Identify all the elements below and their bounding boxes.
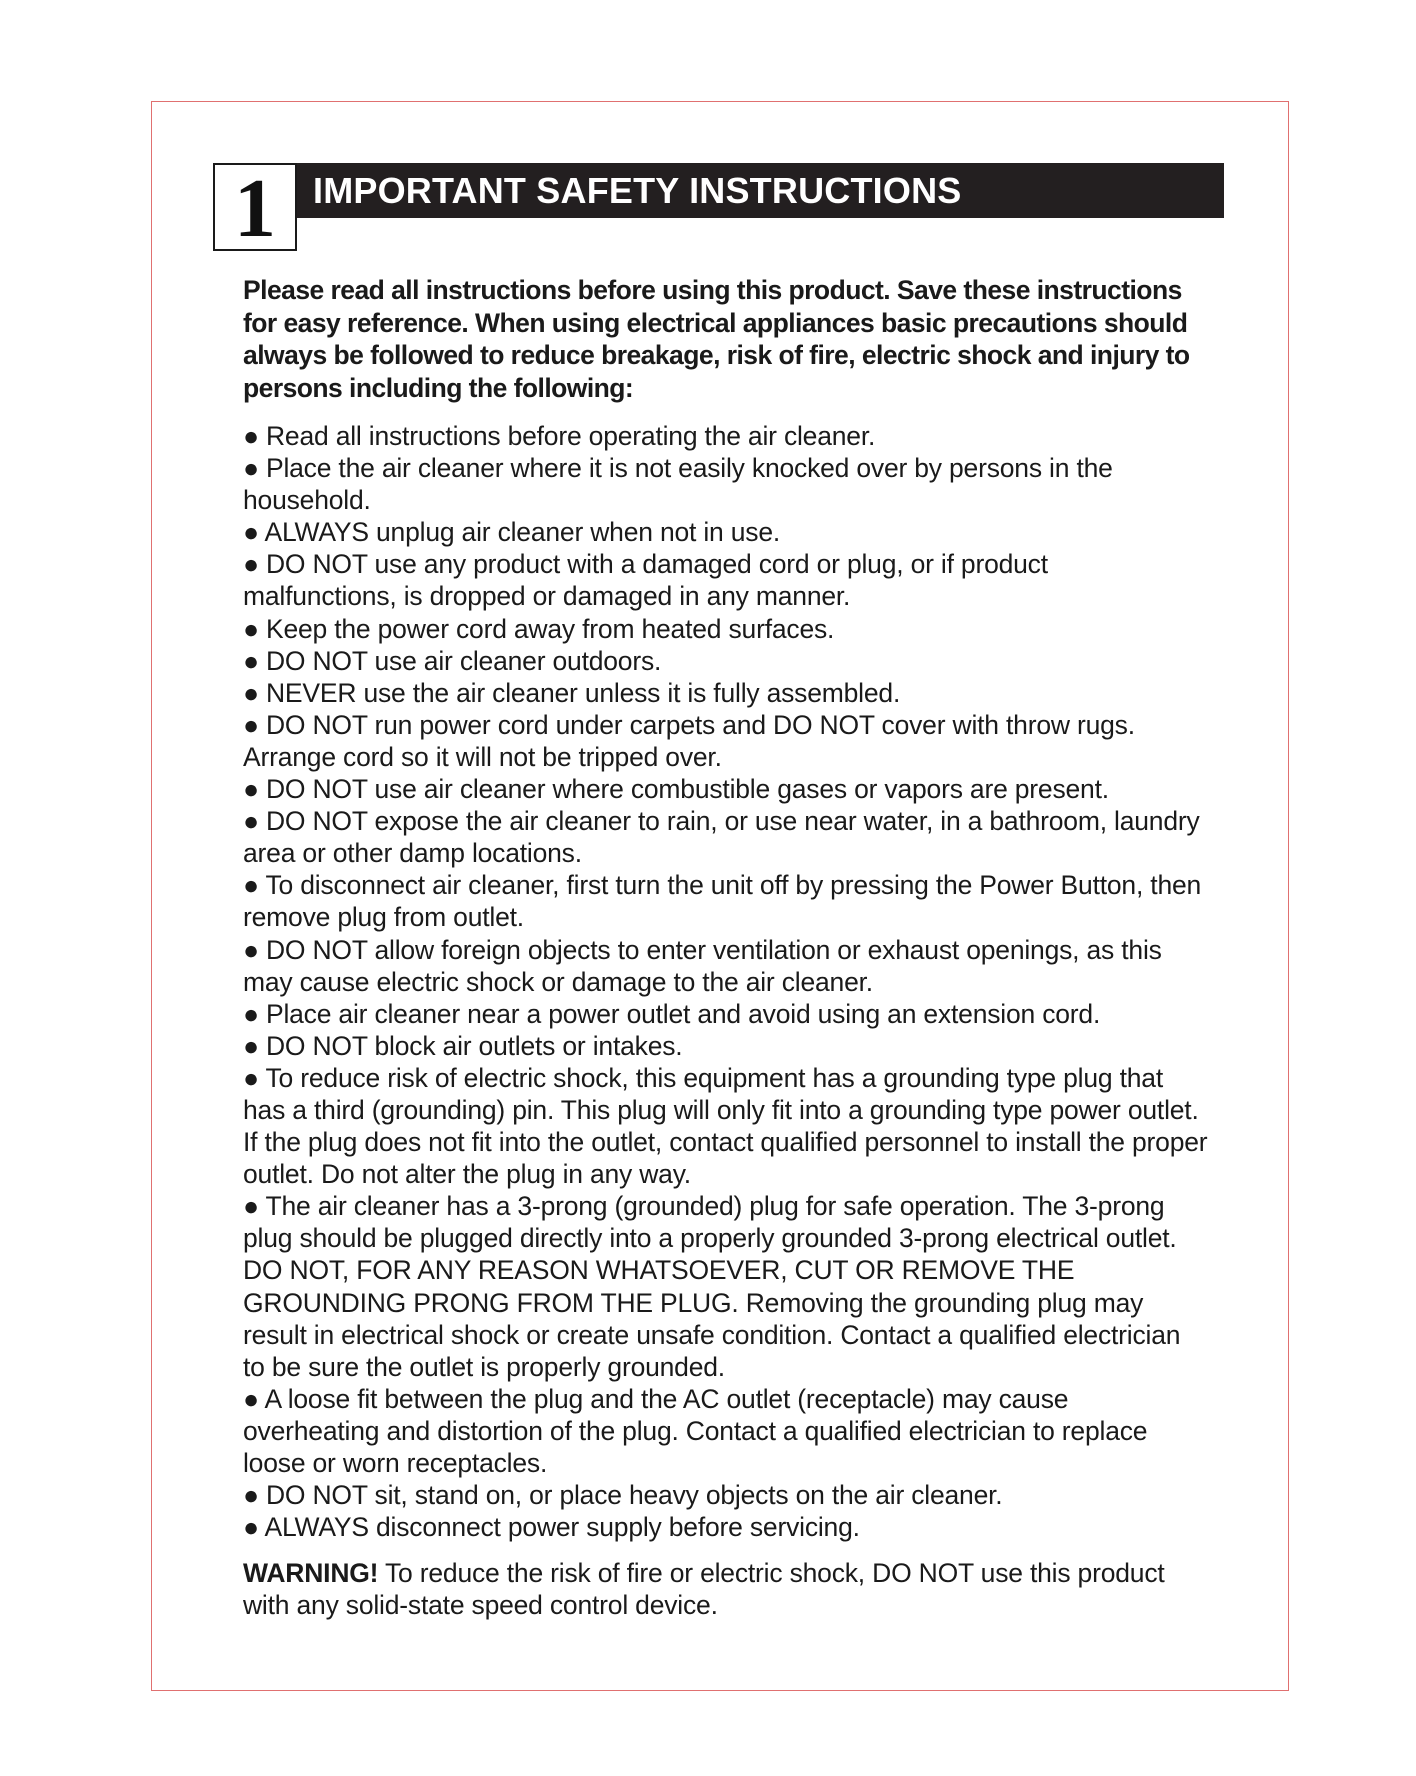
instruction-text: Place air cleaner near a power outlet and avoid using an extension cord. [265, 998, 1101, 1029]
instructions-body [243, 274, 1208, 1621]
instruction-text: DO NOT use air cleaner where combustible gases or vapors are present. [265, 774, 1109, 805]
instruction-item [243, 516, 1208, 548]
bullet-icon: ● [243, 677, 259, 708]
bullet-icon: ● [243, 421, 259, 451]
instruction-item [243, 934, 1208, 998]
instruction-text: DO NOT allow foreign objects to enter ventilation or exhaust openings, as this may cause electric shock or damage to the air cleaner. [243, 934, 1162, 997]
instruction-item [243, 677, 1208, 709]
intro-paragraph: Please read all instructions before using this product. Save these instructions for easy reference. When using electrical appliances basic precautions should always be followed to reduce breakage, risk of fire, electric shock and injury to persons including the following: [243, 275, 1190, 403]
bullet-icon: ● [243, 517, 259, 548]
instruction-item [243, 805, 1208, 869]
instruction-item [243, 773, 1208, 805]
instruction-text: DO NOT use any product with a damaged cord or plug, or if product malfunctions, is dropped or damaged in any manner. [243, 549, 1048, 612]
instruction-item [243, 1511, 1208, 1543]
instruction-item [243, 1030, 1208, 1062]
instruction-text: DO NOT block air outlets or intakes. [265, 1030, 683, 1061]
instruction-text: DO NOT sit, stand on, or place heavy objects on the air cleaner. [265, 1480, 1003, 1511]
instruction-item [243, 709, 1208, 773]
instruction-text: Read all instructions before operating the air cleaner. [265, 421, 876, 451]
bullet-icon: ● [243, 1480, 259, 1511]
instruction-text: The air cleaner has a 3-prong (grounded) plug for safe operation. The 3-prong plug should be plugged directly into a properly grounded 3-prong electrical outlet. DO NOT, FOR ANY REASON WHATSOEVER, CUT OR REMOVE THE GROUNDING PRONG FROM THE PLUG. Removing the grounding plug may result in electrical shock or create unsafe condition. Contact a qualified electrician to be sure the outlet is properly grounded. [243, 1191, 1181, 1382]
instruction-item [243, 613, 1208, 645]
bullet-icon: ● [243, 709, 259, 740]
instruction-text: NEVER use the air cleaner unless it is fully assembled. [265, 677, 901, 708]
bullet-icon: ● [243, 549, 259, 580]
bullet-icon: ● [243, 806, 259, 837]
instruction-text: Keep the power cord away from heated surfaces. [265, 613, 835, 644]
instruction-text: ALWAYS unplug air cleaner when not in use. [264, 517, 781, 548]
bullet-icon: ● [243, 1030, 259, 1061]
instruction-item [243, 452, 1208, 516]
instruction-item [243, 869, 1208, 933]
instruction-text: DO NOT use air cleaner outdoors. [265, 645, 662, 676]
instruction-item [243, 420, 1208, 452]
bullet-icon: ● [243, 1191, 259, 1222]
bullet-icon: ● [243, 453, 259, 484]
section-title: IMPORTANT SAFETY INSTRUCTIONS [297, 163, 1224, 218]
instruction-list [243, 420, 1208, 1543]
warning-label: WARNING! [243, 1558, 379, 1589]
bullet-icon: ● [243, 645, 259, 676]
bullet-icon: ● [243, 934, 259, 965]
instruction-text: DO NOT expose the air cleaner to rain, or use near water, in a bathroom, laundry area or other damp locations. [243, 806, 1200, 869]
instruction-item [243, 548, 1208, 612]
instruction-text: DO NOT run power cord under carpets and DO NOT cover with throw rugs. Arrange cord so it will not be tripped over. [243, 709, 1135, 772]
bullet-icon: ● [243, 998, 259, 1029]
warning-text: To reduce the risk of fire or electric shock, DO NOT use this product with any solid-state speed control device. [243, 1558, 1165, 1621]
bullet-icon: ● [243, 1062, 259, 1093]
bullet-icon: ● [243, 774, 259, 805]
bullet-icon: ● [243, 1512, 259, 1543]
bullet-icon: ● [243, 613, 259, 644]
instruction-item [243, 1062, 1208, 1190]
instruction-item [243, 1479, 1208, 1511]
instruction-item [243, 998, 1208, 1030]
instruction-text: A loose fit between the plug and the AC outlet (receptacle) may cause overheating and distortion of the plug. Contact a qualified electrician to replace loose or worn receptacles. [243, 1383, 1148, 1478]
bullet-icon: ● [243, 1383, 259, 1414]
instruction-item [243, 645, 1208, 677]
section-number-box: 1 [213, 163, 297, 251]
instruction-text: To reduce risk of electric shock, this equipment has a grounding type plug that has a third (grounding) pin. This plug will only fit into a grounding type power outlet. If the plug does not fit into the outlet, contact qualified personnel to install the proper outlet. Do not alter the plug in any way. [243, 1062, 1208, 1190]
instruction-text: ALWAYS disconnect power supply before servicing. [264, 1512, 860, 1543]
instruction-text: Place the air cleaner where it is not easily knocked over by persons in the household. [243, 453, 1113, 516]
instruction-item [243, 1190, 1208, 1383]
instruction-item [243, 1383, 1208, 1479]
bullet-icon: ● [243, 870, 259, 901]
warning-paragraph [243, 1557, 1208, 1621]
instruction-text: To disconnect air cleaner, first turn the unit off by pressing the Power Button, then remove plug from outlet. [243, 870, 1202, 933]
